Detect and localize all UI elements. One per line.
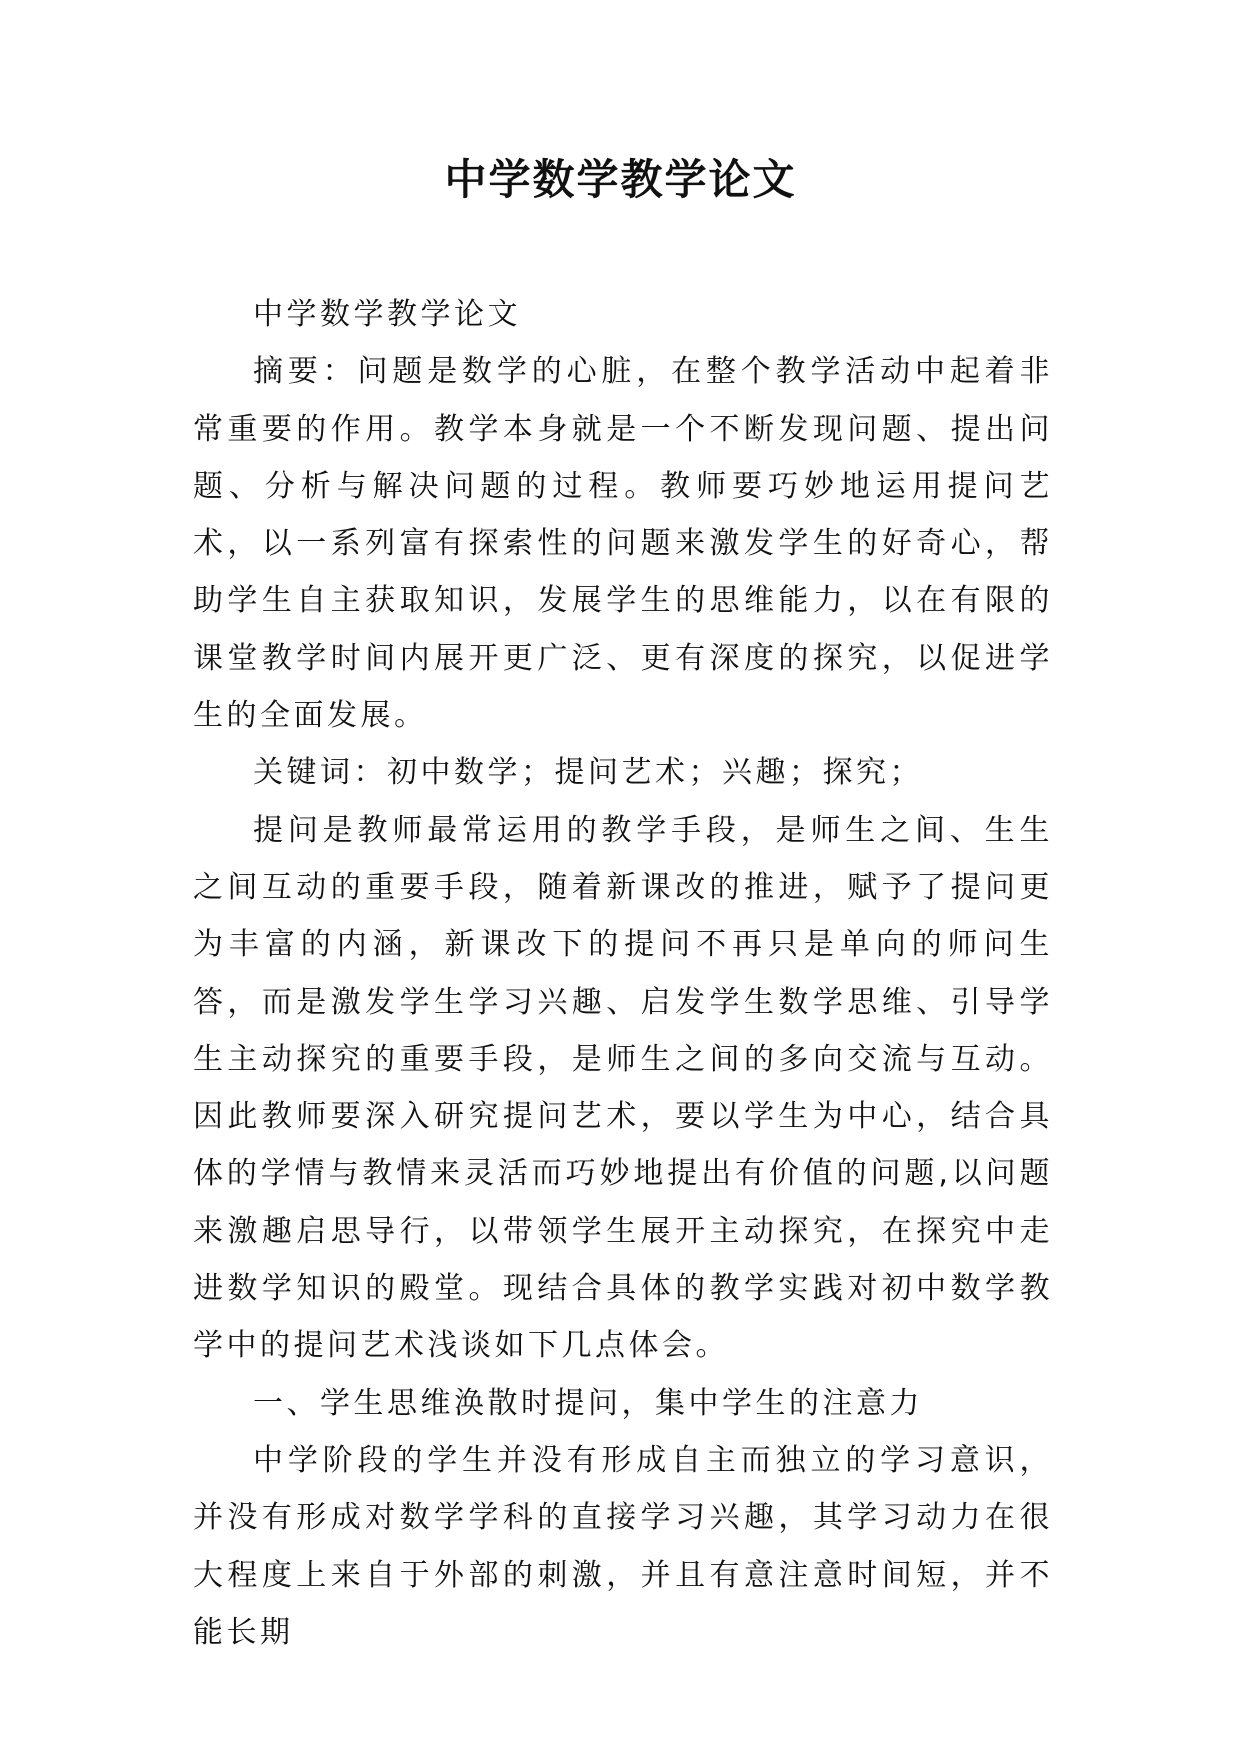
document-body (193, 286, 1053, 1661)
section-1-paragraph: 中学阶段的学生并没有形成自主而独立的学习意识，并没有形成对数学学科的直接学习兴趣，其学习动力在很大程度上来自于外部的刺激，并且有意注意时间短，并不能长期 (193, 1442, 1053, 1650)
subtitle-paragraph: 中学数学教学论文 (253, 297, 521, 332)
section-heading-1: 一、学生思维涣散时提问，集中学生的注意力 (253, 1385, 923, 1421)
document-title: 中学数学教学论文 (444, 155, 797, 204)
keywords-paragraph: 关键词：初中数学；提问艺术；兴趣；探究； (253, 755, 923, 791)
intro-paragraph: 提问是教师最常运用的教学手段，是师生之间、生生之间互动的重要手段，随着新课改的推进，赋予了提问更为丰富的内涵，新课改下的提问不再只是单向的师问生答，而是激发学生学习兴趣、启发学生数学思维、引导学生主动探究的重要手段，是师生之间的多向交流与互动。因此教师要深入研究提问艺术，要以学生为中心，结合具体的学情与教情来灵活而巧妙地提出有价值的问题,以问题来激趣启思导行，以带领学生展开主动探究，在探究中走进数学知识的殿堂。现结合具体的教学实践对初中数学教学中的提问艺术浅谈如下几点体会。 (193, 812, 1053, 1364)
abstract-paragraph: 摘要：问题是数学的心脏，在整个教学活动中起着非常重要的作用。教学本身就是一个不断发现问题、提出问题、分析与解决问题的过程。教师要巧妙地运用提问艺术，以一系列富有探索性的问题来激发学生的好奇心，帮助学生自主获取知识，发展学生的思维能力，以在有限的课堂教学时间内展开更广泛、更有深度的探究，以促进学生的全面发展。 (193, 354, 1053, 734)
